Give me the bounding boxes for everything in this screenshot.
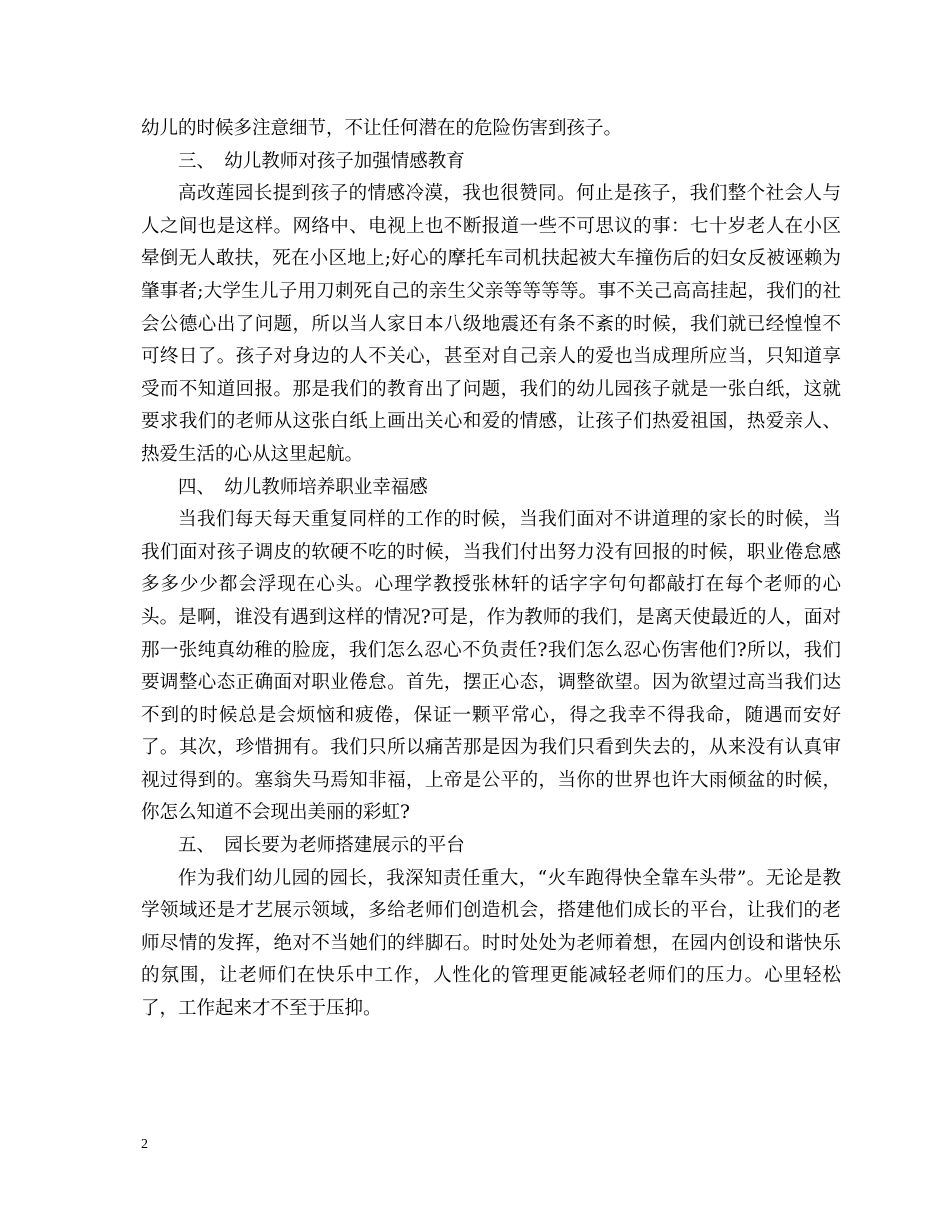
section-heading-4: 四、 幼儿教师培养职业幸福感 <box>178 476 428 498</box>
continuation-paragraph: 幼儿的时候多注意细节，不让任何潜在的危险伤害到孩子。 <box>141 118 623 139</box>
section-heading-3: 三、 幼儿教师对孩子加强情感教育 <box>178 150 465 172</box>
body-paragraph-teacher-platform: 作为我们幼儿园的园长，我深知责任重大，“火车跑得快全靠车头带”。无论是教学领域还是才艺展示领域，多给老师们创造机会，搭建他们成长的平台，让我们的老师尽情的发挥，绝对不当她们的绊脚石。时时处处为老师着想，在园内创设和谐快乐的氛围，让老师们在快乐中工作，人性化的管理更能减轻老师们的压力。心里轻松了，工作起来才不至于压抑。 <box>141 867 841 1020</box>
section-heading-5: 五、 园长要为老师搭建展示的平台 <box>178 835 465 857</box>
document-body <box>141 113 841 1026</box>
body-paragraph-emotional-education: 高改莲园长提到孩子的情感冷漠，我也很赞同。何止是孩子，我们整个社会人与人之间也是这样。网络中、电视上也不断报道一些不可思议的事：七十岁老人在小区晕倒无人敢扶，死在小区地上;好心的摩托车司机扶起被大车撞伤后的妇女反被诬赖为肇事者;大学生儿子用刀刺死自己的亲生父亲等等等等。事不关己高高挂起，我们的社会公德心出了问题，所以当人家日本八级地震还有条不紊的时候，我们就已经惶惶不可终日了。孩子对身边的人不关心，甚至对自己亲人的爱也当成理所应当，只知道享受而不知道回报。那是我们的教育出了问题，我们的幼儿园孩子就是一张白纸，这就要求我们的老师从这张白纸上画出关心和爱的情感，让孩子们热爱祖国，热爱亲人、热爱生活的心从这里起航。 <box>141 183 841 465</box>
page-number: 2 <box>141 1137 148 1152</box>
body-paragraph-career-happiness: 当我们每天每天重复同样的工作的时候，当我们面对不讲道理的家长的时候，当我们面对孩子调皮的软硬不吃的时候，当我们付出努力没有回报的时候，职业倦怠感多多少少都会浮现在心头。心理学教授张林轩的话字字句句都敲打在每个老师的心头。是啊，谁没有遇到这样的情况?可是，作为教师的我们，是离天使最近的人，面对那一张纯真幼稚的脸庞，我们怎么忍心不负责任?我们怎么忍心伤害他们?所以，我们要调整心态正确面对职业倦怠。首先，摆正心态，调整欲望。因为欲望过高当我们达不到的时候总是会烦恼和疲倦，保证一颗平常心，得之我幸不得我命，随遇而安好了。其次，珍惜拥有。我们只所以痛苦那是因为我们只看到失去的，从来没有认真审视过得到的。塞翁失马焉知非福，上帝是公平的，当你的世界也许大雨倾盆的时候，你怎么知道不会现出美丽的彩虹? <box>141 509 841 824</box>
